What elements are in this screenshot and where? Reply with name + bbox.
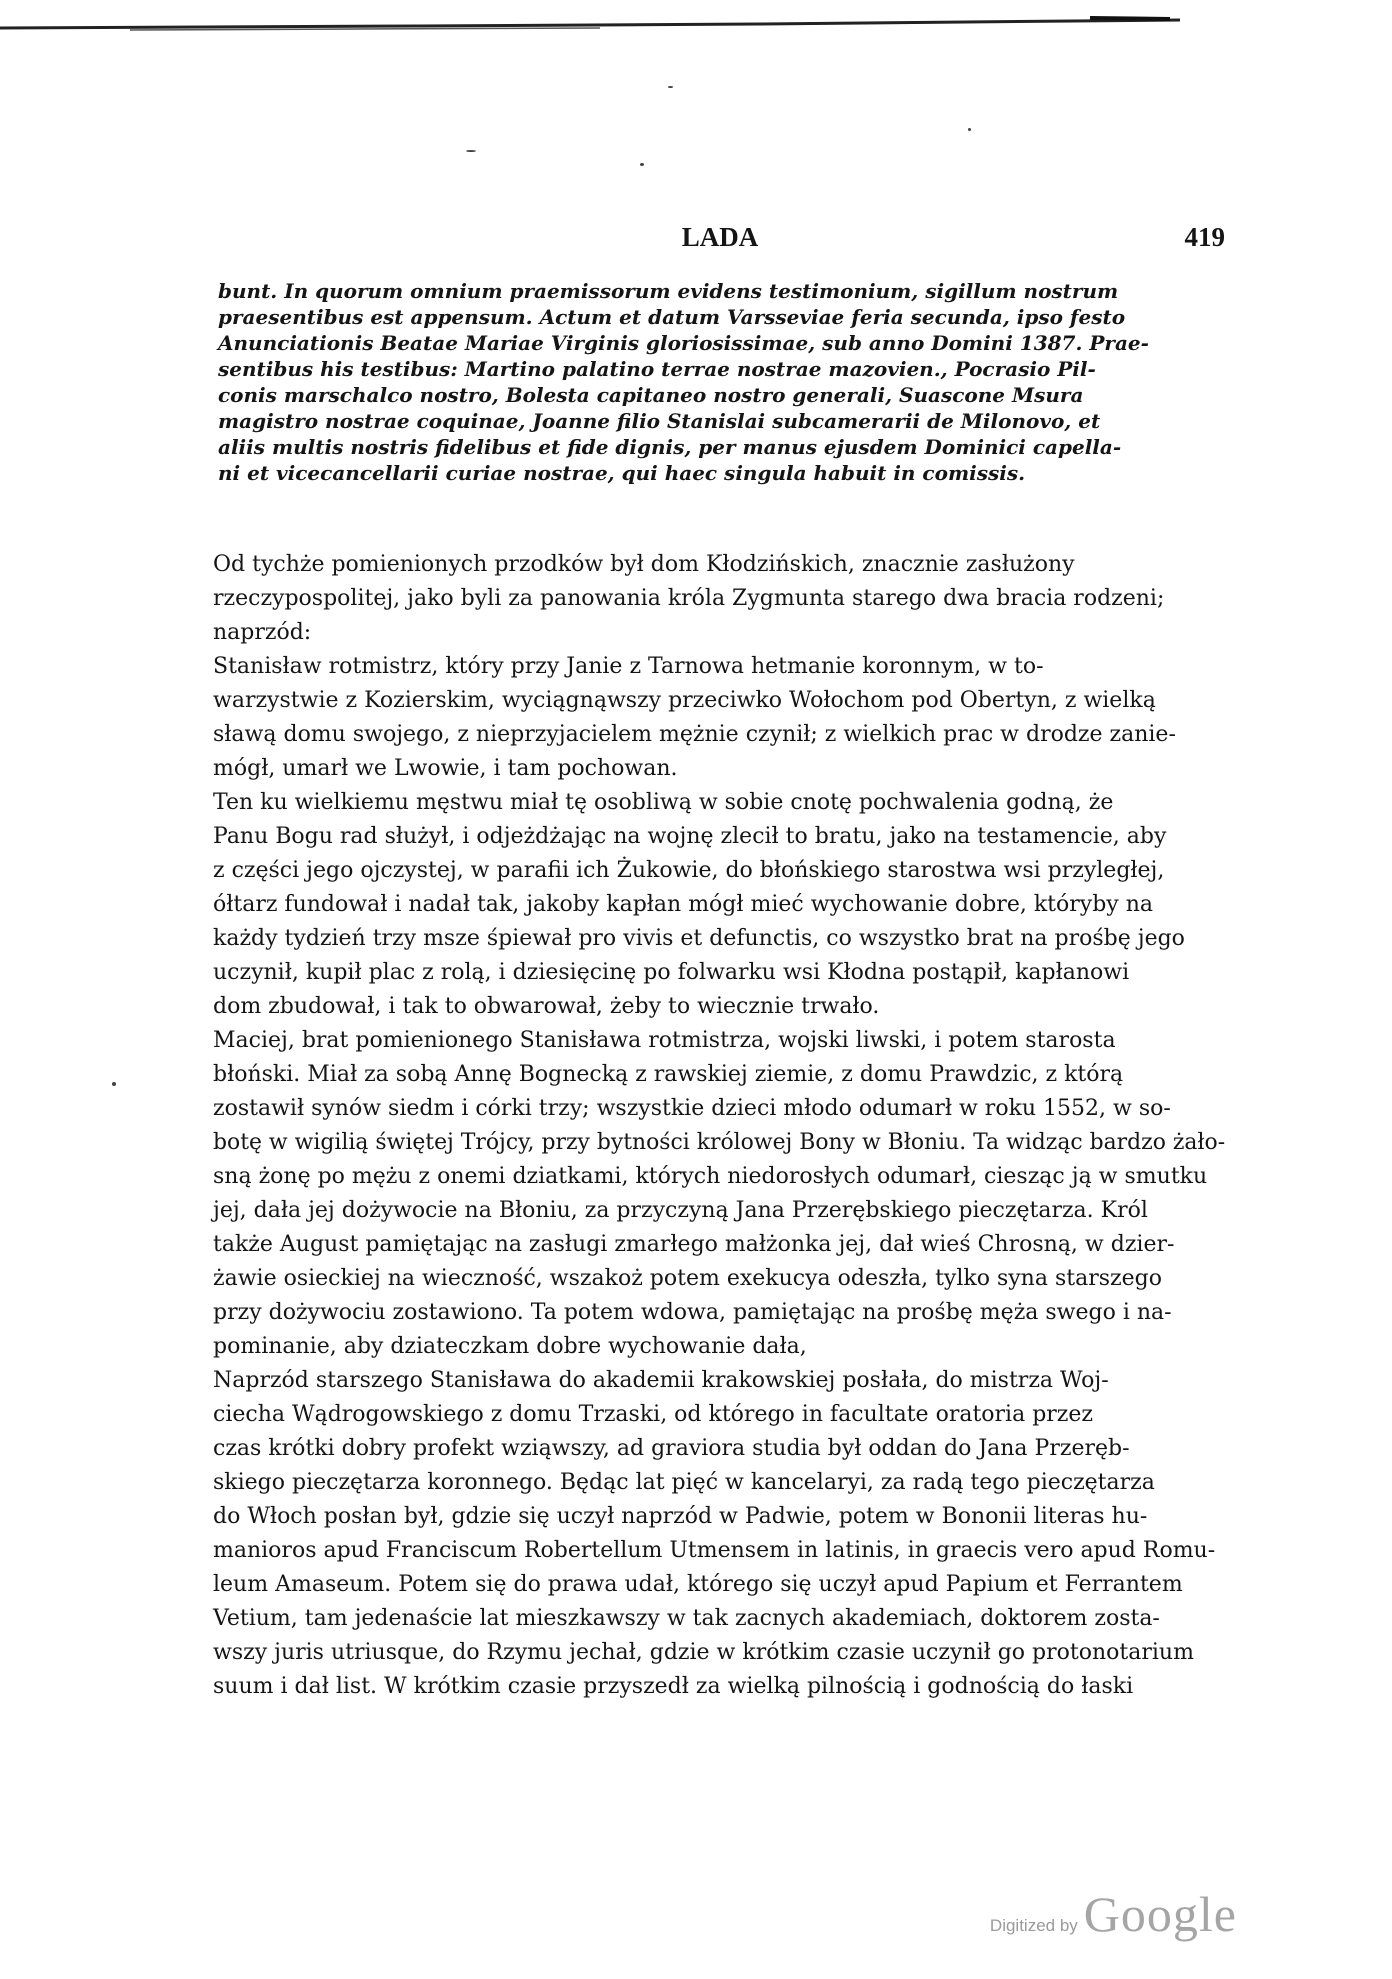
text-line: błoński. Miał za sobą Annę Bognecką z rawskiej ziemie, z domu Prawdzic, z którą [213,1062,1124,1087]
text-line: czas krótki dobry profekt wziąwszy, ad graviora studia był oddan do Jana Przeręb- [213,1436,1130,1461]
scan-speck [466,150,476,152]
text-line: warzystwie z Kozierskim, wyciągnąwszy przeciwko Wołochom pod Obertyn, z wielką [213,688,1156,713]
text-line: mógł, umarł we Lwowie, i tam pochowan. [213,756,678,781]
text-line: Ten ku wielkiemu męstwu miał tę osobliwą w sobie cnotę pochwalenia godną, że [213,790,1114,815]
text-line: ciecha Wądrogowskiego z domu Trzaski, od którego in facultate oratoria przez [213,1402,1093,1427]
text-line: magistro nostrae coquinae, Joanne filio Stanislai subcamerarii de Milonovo, et [218,409,1101,433]
text-line: naprzód: [213,620,312,645]
body-text [213,548,1225,1704]
scan-speck [640,163,644,166]
text-line: sną żonę po mężu z onemi dziatkami, których niedorosłych odumarł, ciesząc ją w smutku [213,1164,1208,1189]
google-logo: Google [1083,1886,1237,1942]
text-line: bunt. In quorum omnium praemissorum evidens testimonium, sigillum nostrum [218,279,1119,303]
page-header [215,222,1225,258]
latin-charter-text [218,278,1226,486]
scan-speck [112,1082,116,1086]
text-line: zostawił synów siedm i córki trzy; wszystkie dzieci młodo odumarł w roku 1552, w so- [213,1096,1171,1121]
text-line: dom zbudował, i tak to obwarował, żeby to wiecznie trwało. [213,994,880,1019]
text-line: pominanie, aby dziateczkam dobre wychowanie dała, [213,1334,807,1359]
text-line: uczynił, kupił plac z rolą, i dziesięcinę po folwarku wsi Kłodna postąpił, kapłanowi [213,960,1130,985]
text-line: ółtarz fundował i nadał tak, jakoby kapłan mógł mieć wychowanie dobre, któryby na [213,892,1153,917]
text-line: leum Amaseum. Potem się do prawa udał, którego się uczył apud Papium et Ferrantem [213,1572,1183,1597]
text-line: ni et vicecancellarii curiae nostrae, qui haec singula habuit in comissis. [218,461,1026,485]
text-line: skiego pieczętarza koronnego. Będąc lat pięć w kancelaryi, za radą tego pieczętarza [213,1470,1155,1495]
text-line: sławą domu swojego, z nieprzyjacielem mężnie czynił; z wielkich prac w drodze zanie- [213,722,1176,747]
digitized-by-label: Digitized by [989,1916,1078,1935]
text-line: przy dożywociu zostawiono. Ta potem wdowa, pamiętając na prośbę męża swego i na- [213,1300,1172,1325]
text-line: botę w wigilią świętej Trójcy, przy bytności królowej Bony w Błoniu. Ta widząc bardzo żało- [213,1130,1226,1155]
text-line: każdy tydzień trzy msze śpiewał pro vivis et defunctis, co wszystko brat na prośbę jego [213,926,1185,951]
text-line: Naprzód starszego Stanisława do akademii krakowskiej posłała, do mistrza Woj- [213,1368,1109,1393]
text-line: Vetium, tam jedenaście lat mieszkawszy w tak zacnych akademiach, doktorem zosta- [213,1606,1160,1631]
text-line: conis marschalco nostro, Bolesta capitaneo nostro generali, Suascone Msura [218,383,1084,407]
text-line: manioros apud Franciscum Robertellum Utmensem in latinis, in graecis vero apud Romu- [213,1538,1216,1563]
text-line: Stanisław rotmistrz, który przy Janie z Tarnowa hetmanie koronnym, w to- [213,654,1044,679]
text-line: sentibus his testibus: Martino palatino terrae nostrae mazovien., Pocrasio Pil- [218,357,1096,381]
text-line: Od tychże pomienionych przodków był dom Kłodzińskich, znacznie zasłużony [213,552,1075,577]
text-line: wszy juris utriusque, do Rzymu jechał, gdzie w krótkim czasie uczynił go protonotarium [213,1640,1194,1665]
text-line: jej, dała jej dożywocie na Błoniu, za przyczyną Jana Przerębskiego pieczętarza. Król [213,1198,1148,1223]
digitized-by-google-watermark [990,1885,1237,1943]
text-line: aliis multis nostris fidelibus et fide dignis, per manus ejusdem Dominici capella- [218,435,1122,459]
scan-edge-rule [0,16,1200,32]
text-line: suum i dał list. W krótkim czasie przyszedł za wielką pilnością i godnością do łaski [213,1674,1134,1699]
text-line: także August pamiętając na zasługi zmarłego małżonka jej, dał wieś Chrosną, w dzier- [213,1232,1175,1257]
text-line: Maciej, brat pomienionego Stanisława rotmistrza, wojski liwski, i potem starosta [213,1028,1116,1053]
text-line: Panu Bogu rad służył, i odjeżdżając na wojnę zlecił to bratu, jako na testamencie, aby [213,824,1167,849]
running-head: LADA [681,222,759,252]
text-line: do Włoch posłan był, gdzie się uczył naprzód w Padwie, potem w Bononii literas hu- [213,1504,1148,1529]
page-number: 419 [1184,222,1225,252]
text-line: rzeczypospolitej, jako byli za panowania króla Zygmunta starego dwa bracia rodzeni; [213,586,1165,611]
text-line: z części jego ojczystej, w parafii ich Żukowie, do błońskiego starostwa wsi przyległej, [213,858,1165,883]
text-line: Anunciationis Beatae Mariae Virginis gloriosissimae, sub anno Domini 1387. Prae- [218,331,1149,355]
text-line: praesentibus est appensum. Actum et datum Varsseviae feria secunda, ipso festo [218,305,1126,329]
text-line: żawie osieckiej na wieczność, wszakoż potem exekucya odeszła, tylko syna starszego [213,1266,1162,1291]
scan-speck [968,128,971,131]
scan-speck [668,86,673,88]
